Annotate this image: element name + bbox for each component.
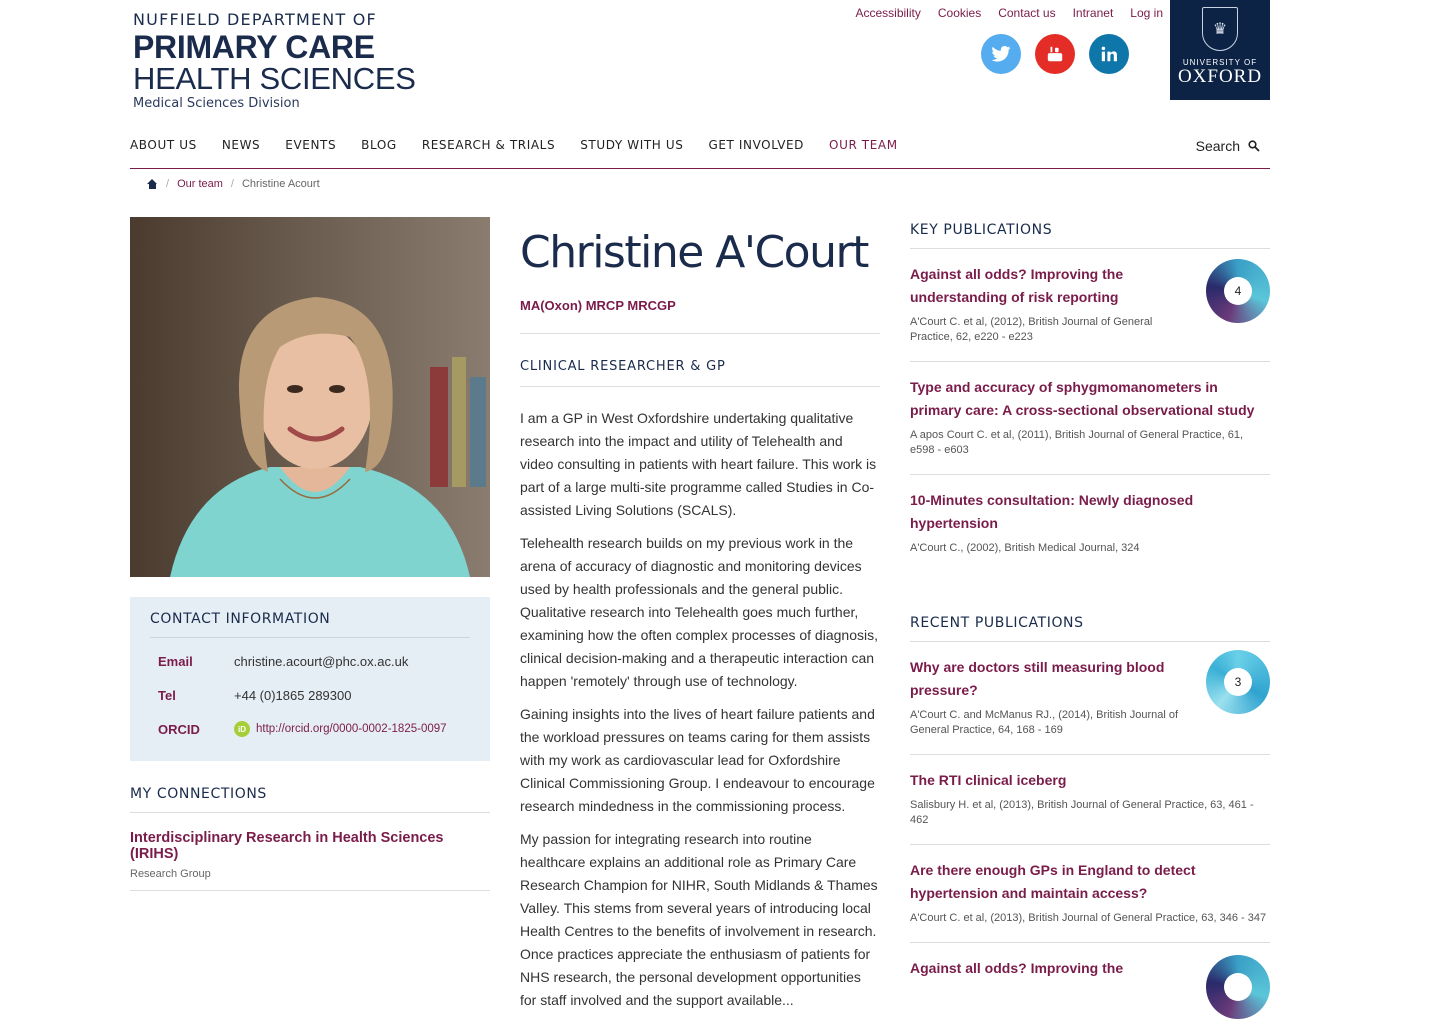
tel-value: +44 (0)1865 289300: [234, 687, 352, 703]
logo-line-2: PRIMARY CARE: [133, 29, 375, 65]
altmetric-score-inner: [1224, 973, 1252, 1001]
log-in-link[interactable]: Log in: [1130, 6, 1163, 20]
nav-about-us[interactable]: ABOUT US: [130, 138, 197, 152]
publication-item: [910, 755, 1270, 845]
department-logo[interactable]: [133, 10, 416, 111]
nav-blog[interactable]: BLOG: [361, 138, 397, 152]
publication-citation: A'Court C., (2002), British Medical Journal, 324: [910, 542, 1140, 554]
search-label: Search: [1195, 138, 1240, 154]
nav-research-trials[interactable]: RESEARCH & TRIALS: [421, 138, 556, 152]
orcid-label: ORCID: [158, 721, 200, 737]
my-connections-section: [130, 786, 490, 891]
utility-links: [856, 6, 1164, 20]
profile-photo: [130, 217, 490, 577]
contact-us-link[interactable]: Contact us: [998, 6, 1056, 20]
publication-item: [910, 249, 1270, 362]
altmetric-score: 4: [1224, 277, 1252, 305]
oxford-big-text: OXFORD: [1177, 66, 1263, 87]
bio-paragraph: Telehealth research builds on my previous work in the arena of accuracy of diagnostic and monitoring devices used by health professionals and the general public. Qualitative research into Telehealth goes much further, examining how the often complex processes of diagnosis, clinical decision-making and a therapeutic interaction can happen 'remotely' through use of technology.: [520, 535, 878, 689]
publication-citation: A'Court C. et al, (2012), British Journal of General Practice, 62, e220 - e223: [910, 316, 1153, 343]
contact-orcid-row: [150, 718, 470, 740]
publication-citation: A'Court C. and McManus RJ., (2014), British Journal of General Practice, 64, 168 - 169: [910, 709, 1179, 736]
contact-email-row: [150, 650, 470, 672]
cookies-link[interactable]: Cookies: [937, 6, 982, 20]
publication-citation: Salisbury H. et al, (2013), British Journal of General Practice, 63, 461 - 462: [910, 799, 1254, 826]
bio-paragraph: Gaining insights into the lives of heart failure patients and the workload pressures on teams caring for them assists with my work as cardiovascular lead for Oxfordshire Clinical Commissioning Group. I endeavour to encourage research mindedness in the commissioning process.: [520, 706, 875, 814]
publication-citation: A'Court C. et al, (2013), British Journal of General Practice, 63, 346 - 347: [910, 912, 1267, 924]
contact-information-heading: CONTACT INFORMATION: [150, 611, 470, 638]
orcid-value: [234, 721, 447, 737]
publication-title-link[interactable]: Against all odds? Improving the: [910, 960, 1124, 976]
oxford-crest-icon: ♛: [1202, 7, 1238, 51]
bio-paragraph: My passion for integrating research into routine healthcare explains an additional role as Primary Care Research Champion for NIHR, South Midlands & Thames Valley. This stems from several years of introducing local Health Centres to the benefits of involvement in research. Once practices appreciate the enthusiasm of patients for NHS research, the personal development opportunities for staff involved and the support available...: [520, 831, 878, 1008]
publication-title-link[interactable]: Are there enough GPs in England to detect hypertension and maintain access?: [910, 862, 1196, 901]
contact-tel-row: [150, 684, 470, 706]
main-navigation: [130, 138, 1270, 169]
profile-qualifications: MA(Oxon) MRCP MRCGP: [520, 298, 880, 334]
nav-our-team[interactable]: OUR TEAM: [829, 138, 898, 152]
breadcrumb-our-team[interactable]: Our team: [177, 178, 223, 190]
social-links: [981, 34, 1129, 74]
profile-role: CLINICAL RESEARCHER & GP: [520, 334, 880, 387]
accessibility-link[interactable]: Accessibility: [855, 6, 921, 20]
publication-item: [910, 943, 1270, 996]
search-button[interactable]: [1196, 138, 1260, 154]
publication-title-link[interactable]: Type and accuracy of sphygmomanometers in primary care: A cross-sectional observational study: [910, 379, 1255, 418]
altmetric-score: 3: [1224, 668, 1252, 696]
oxford-small-text: UNIVERSITY OF: [1182, 58, 1258, 67]
my-connections-heading: MY CONNECTIONS: [130, 786, 490, 813]
key-publications-heading: KEY PUBLICATIONS: [910, 217, 1270, 249]
profile-biography: [520, 407, 880, 1012]
nav-study-with-us[interactable]: STUDY WITH US: [580, 138, 684, 152]
publication-item: [910, 845, 1270, 943]
nav-news[interactable]: NEWS: [221, 138, 261, 152]
contact-information-panel: [130, 597, 490, 761]
email-label: Email: [158, 653, 193, 669]
search-icon: [1248, 140, 1260, 152]
twitter-icon[interactable]: [981, 34, 1021, 74]
publication-title-link[interactable]: 10-Minutes consultation: Newly diagnosed hypertension: [910, 492, 1194, 531]
tel-label: Tel: [158, 687, 176, 703]
nav-events[interactable]: EVENTS: [285, 138, 337, 152]
logo-line-4: Medical Sciences Division: [133, 96, 300, 111]
breadcrumb: [147, 178, 320, 190]
linkedin-icon[interactable]: [1089, 34, 1129, 74]
bio-paragraph: I am a GP in West Oxfordshire undertaking qualitative research into the impact and utility of Telehealth and video consulting in patients with heart failure. This work is part of a large multi-site programme called Studies in Co-assisted Living Solutions (SCALS).: [520, 410, 877, 518]
altmetric-badge-icon[interactable]: [1206, 650, 1270, 714]
home-icon[interactable]: [147, 179, 158, 189]
breadcrumb-current: Christine Acourt: [241, 178, 320, 190]
profile-main-column: [520, 217, 880, 1012]
publication-item: [910, 362, 1270, 475]
publication-title-link[interactable]: The RTI clinical iceberg: [910, 772, 1067, 788]
altmetric-badge-icon[interactable]: [1206, 259, 1270, 323]
intranet-link[interactable]: Intranet: [1072, 6, 1114, 20]
email-link[interactable]: christine.acourt@phc.ox.ac.uk: [234, 653, 409, 669]
publication-title-link[interactable]: Against all odds? Improving the understanding of risk reporting: [910, 266, 1124, 305]
profile-name: Christine A'Court: [520, 227, 868, 278]
connection-item: [130, 813, 490, 891]
recent-publications-heading: RECENT PUBLICATIONS: [910, 610, 1270, 642]
breadcrumb-separator: /: [166, 178, 170, 190]
breadcrumb-separator: /: [230, 178, 234, 190]
nav-get-involved[interactable]: GET INVOLVED: [708, 138, 805, 152]
university-of-oxford-logo[interactable]: [1170, 0, 1270, 100]
orcid-link[interactable]: http://orcid.org/0000-0002-1825-0097: [256, 723, 447, 735]
logo-line-1: NUFFIELD DEPARTMENT OF: [133, 10, 377, 29]
youtube-icon[interactable]: [1035, 34, 1075, 74]
publications-column: [910, 217, 1270, 996]
connection-title-link[interactable]: Interdisciplinary Research in Health Sciences (IRIHS): [130, 830, 444, 862]
publication-citation: A apos Court C. et al, (2011), British Journal of General Practice, 61, e598 - e603: [910, 429, 1244, 456]
orcid-icon: iD: [234, 721, 250, 737]
publication-title-link[interactable]: Why are doctors still measuring blood pressure?: [910, 659, 1165, 698]
publication-item: [910, 475, 1270, 572]
logo-line-3: HEALTH SCIENCES: [133, 61, 416, 96]
publication-item: [910, 642, 1270, 755]
altmetric-badge-icon[interactable]: [1206, 955, 1270, 1019]
connection-subtitle: Research Group: [130, 868, 211, 880]
